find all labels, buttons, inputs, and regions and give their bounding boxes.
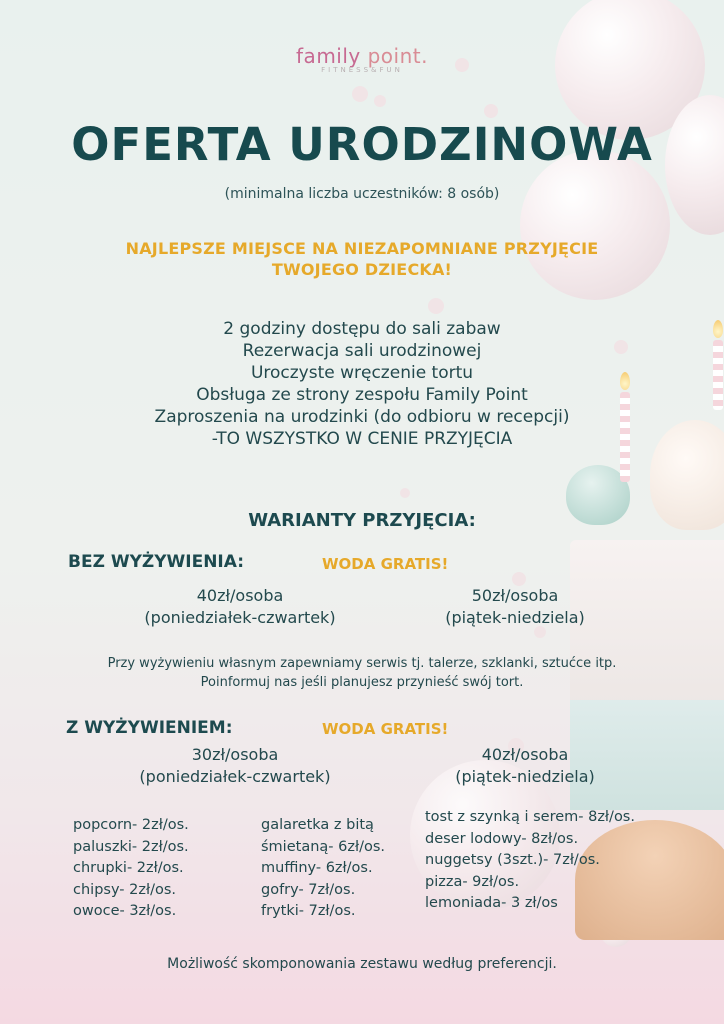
menu-item: pizza- 9zł/os.	[425, 873, 520, 890]
perk-item: Uroczyste wręczenie tortu	[250, 363, 474, 383]
price-days: (poniedziałek-czwartek)	[139, 767, 331, 786]
menu-item: chipsy- 2zł/os.	[73, 881, 176, 898]
menu-item: frytki- 7zł/os.	[261, 903, 356, 919]
menu-item: tost z szynką i serem- 8zł/os.	[425, 809, 635, 825]
menu-item: deser lodowy- 8zł/os.	[425, 830, 579, 847]
price-days: (piątek-niedziela)	[445, 608, 585, 627]
with-food-weekday	[95, 744, 375, 788]
menu-item: chrupki- 2zł/os.	[73, 860, 184, 876]
menu-column-2	[261, 815, 385, 923]
menu-item: galaretka z bitą	[261, 817, 374, 833]
menu-column-3	[425, 807, 635, 915]
perk-item: 2 godziny dostępu do sali zabaw	[223, 319, 501, 339]
logo-tagline: FITNESS&FUN	[321, 66, 403, 74]
price-value: 40zł/osoba	[196, 586, 284, 605]
menu-column-1	[73, 815, 189, 923]
page-subtitle: (minimalna liczba uczestników: 8 osób)	[224, 186, 500, 202]
decor-dot	[428, 298, 444, 314]
with-food-gratis: WODA GRATIS!	[322, 720, 449, 738]
with-food-label: Z WYŻYWIENIEM:	[66, 718, 233, 738]
price-days: (poniedziałek-czwartek)	[144, 608, 336, 627]
price-value: 30zł/osoba	[191, 745, 279, 764]
decor-dot	[484, 104, 498, 118]
self-catering-note	[0, 654, 724, 692]
note-line: Przy wyżywieniu własnym zapewniamy serwis tj. talerze, szklanki, sztućce itp.	[107, 656, 617, 671]
decor-dot	[512, 572, 526, 586]
menu-item: śmietaną- 6zł/os.	[261, 838, 385, 855]
note-line: Poinformuj nas jeśli planujesz przynieść swój tort.	[200, 675, 524, 690]
variants-heading: WARIANTY PRZYJĘCIA:	[248, 510, 476, 531]
headline-line: TWOJEGO DZIECKA!	[271, 260, 453, 279]
brand-logo	[0, 44, 724, 74]
perks-list	[0, 318, 724, 450]
logo-word-point: point.	[367, 44, 428, 68]
without-food-label: BEZ WYŻYWIENIA:	[68, 552, 245, 572]
menu-item: owoce- 3zł/os.	[73, 903, 177, 919]
headline-line: NAJLEPSZE MIEJSCE NA NIEZAPOMNIANE PRZYJĘCIE	[125, 239, 599, 258]
price-value: 40zł/osoba	[481, 745, 569, 764]
perk-item: Rezerwacja sali urodzinowej	[242, 341, 482, 361]
perk-item: -TO WSZYSTKO W CENIE PRZYJĘCIA	[211, 429, 513, 449]
page-title: OFERTA URODZINOWA	[71, 118, 653, 171]
price-days: (piątek-niedziela)	[455, 767, 595, 786]
with-food-weekend	[400, 744, 650, 788]
menu-item: muffiny- 6zł/os.	[261, 860, 373, 876]
menu-item: gofry- 7zł/os.	[261, 881, 356, 898]
perk-item: Obsługa ze strony zespołu Family Point	[196, 385, 528, 405]
without-food-gratis: WODA GRATIS!	[322, 555, 449, 573]
menu-item: popcorn- 2zł/os.	[73, 817, 189, 833]
footer-note: Możliwość skomponowania zestawu według preferencji.	[167, 956, 557, 972]
perk-item: Zaproszenia na urodzinki (do odbioru w recepcji)	[154, 407, 570, 427]
menu-item: paluszki- 2zł/os.	[73, 838, 189, 855]
decor-dot	[352, 86, 368, 102]
decor-cake-top	[570, 540, 724, 720]
headline	[0, 238, 724, 280]
without-food-weekend	[390, 585, 640, 629]
price-value: 50zł/osoba	[471, 586, 559, 605]
logo-word-family: family	[296, 44, 361, 68]
menu-item: nuggetsy (3szt.)- 7zł/os.	[425, 852, 600, 868]
decor-dot	[374, 95, 386, 107]
without-food-weekday	[100, 585, 380, 629]
decor-dot	[400, 488, 410, 498]
menu-item: lemoniada- 3 zł/os	[425, 895, 558, 911]
